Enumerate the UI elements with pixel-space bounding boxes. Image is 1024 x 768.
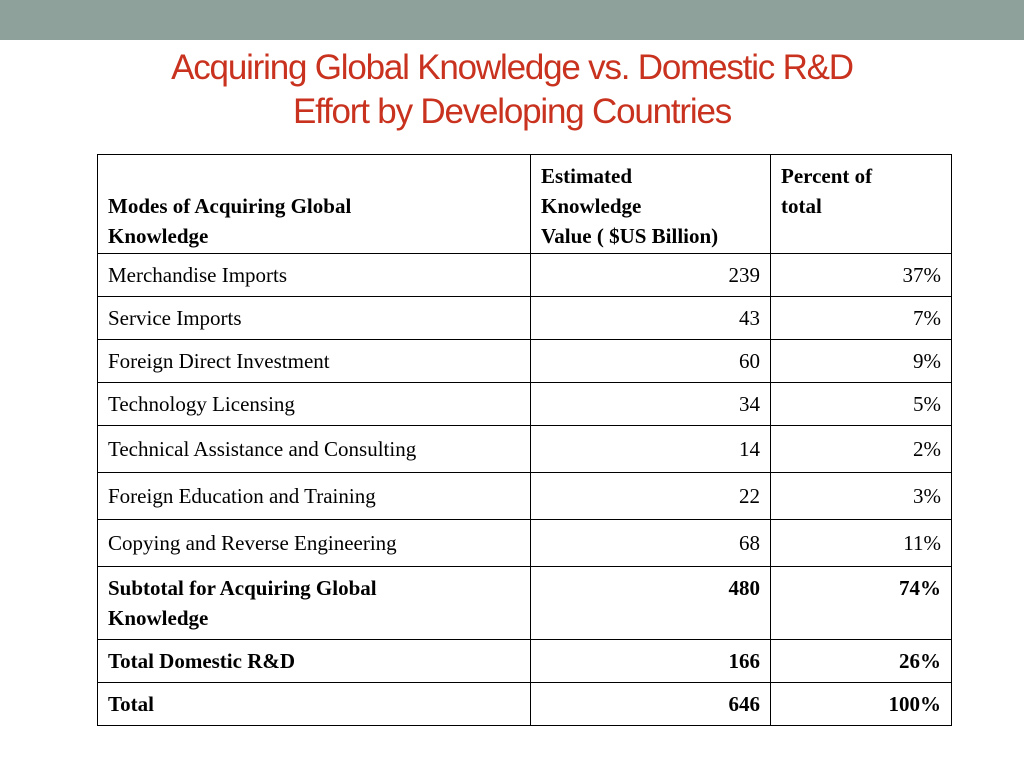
row-mode: Foreign Education and Training (98, 473, 531, 520)
row-mode: Total (98, 683, 531, 726)
row-percent: 11% (771, 520, 952, 567)
table-row (98, 473, 952, 520)
row-percent: 37% (771, 254, 952, 297)
header-percent: Percent of total (771, 155, 952, 254)
row-percent: 3% (771, 473, 952, 520)
row-value: 68 (531, 520, 771, 567)
table-row (98, 297, 952, 340)
row-percent: 5% (771, 383, 952, 426)
row-value: 166 (531, 640, 771, 683)
row-value: 14 (531, 426, 771, 473)
header-value: Estimated Knowledge Value ( $US Billion) (531, 155, 771, 254)
row-value: 646 (531, 683, 771, 726)
row-mode: Copying and Reverse Engineering (98, 520, 531, 567)
row-value: 239 (531, 254, 771, 297)
row-percent: 2% (771, 426, 952, 473)
table-row-subtotal (98, 567, 952, 640)
table-row (98, 340, 952, 383)
row-mode: Subtotal for Acquiring Global Knowledge (98, 567, 531, 640)
row-percent: 100% (771, 683, 952, 726)
row-value: 22 (531, 473, 771, 520)
table-row (98, 520, 952, 567)
table-row (98, 426, 952, 473)
table-row-total (98, 683, 952, 726)
row-percent: 9% (771, 340, 952, 383)
header-modes: Modes of Acquiring Global Knowledge (98, 155, 531, 254)
table-row (98, 383, 952, 426)
row-value: 34 (531, 383, 771, 426)
table-header-row (98, 155, 952, 254)
row-value: 60 (531, 340, 771, 383)
row-value: 480 (531, 567, 771, 640)
row-percent: 26% (771, 640, 952, 683)
knowledge-table (97, 154, 952, 726)
row-percent: 74% (771, 567, 952, 640)
row-value: 43 (531, 297, 771, 340)
slide-title-line-2: Effort by Developing Countries (292, 92, 732, 131)
top-accent-bar (0, 0, 1024, 40)
slide-title-line-1: Acquiring Global Knowledge vs. Domestic R&D (171, 48, 853, 87)
table-row (98, 254, 952, 297)
row-mode: Total Domestic R&D (98, 640, 531, 683)
row-mode: Merchandise Imports (98, 254, 531, 297)
row-percent: 7% (771, 297, 952, 340)
table-row-domestic (98, 640, 952, 683)
row-mode: Technology Licensing (98, 383, 531, 426)
row-mode: Foreign Direct Investment (98, 340, 531, 383)
row-mode: Service Imports (98, 297, 531, 340)
row-mode: Technical Assistance and Consulting (98, 426, 531, 473)
slide-title (0, 46, 1024, 134)
